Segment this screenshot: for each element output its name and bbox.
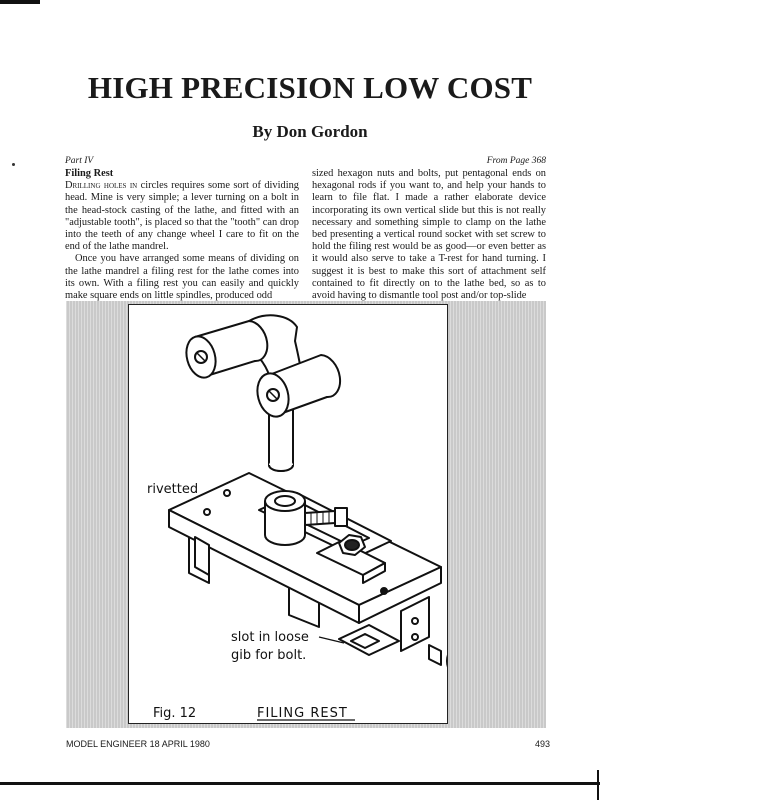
filing-rest-drawing: [129, 305, 447, 723]
bottom-rule: [0, 782, 600, 785]
section-heading: Filing Rest: [65, 168, 114, 179]
paragraph-3: sized hexagon nuts and bolts, put pentagonal ends on hexagonal rods if you want to, and help your hands to learn to file flat. I made a rather elaborate device incorporating its own vertical slide but this is not really necessary and something simple to clamp on the lathe bed presenting a vertical round socket with set screw to hold the filing rest would be as good—or even better as it would also serve to take a T-rest for hand turning. I suggest it is best to make this sort of attachment self contained to fit directly on to the lathe bed, so as to avoid having to dismantle tool post and/or top-slide: [312, 168, 546, 302]
part-label: Part IV: [65, 156, 94, 166]
paragraph-1: [65, 180, 299, 253]
footer-page-number: 493: [535, 739, 551, 749]
paragraph-2: Once you have arranged some means of dividing on the lathe mandrel a filing rest for the lathe comes into its own. With a filing rest you can easily and quickly make square ends on little spindles, produced odd: [65, 253, 299, 302]
scan-edge-mark: [0, 0, 40, 4]
label-slot-line2: gib for bolt.: [231, 648, 307, 663]
base-rail: [195, 537, 209, 575]
label-rivetted: rivetted: [147, 482, 199, 497]
text-column-right: [312, 168, 546, 302]
figure-number: Fig. 12: [153, 706, 197, 721]
figure-caption: FILING REST: [257, 706, 348, 721]
bottom-edge-tick: [597, 770, 599, 800]
footer-magazine: MODEL ENGINEER 18 APRIL 1980: [66, 739, 210, 749]
scan-dot: [12, 163, 15, 166]
text-column-left: [65, 168, 299, 302]
set-screw: [305, 511, 335, 525]
lead-in-caps: Drilling holes in: [65, 180, 138, 192]
paragraph-1-text: circles requires some sort of dividing head. Mine is very simple; a lever turning on a bolt in the head-stock casting of the lathe, and fitted with an "adjustable tooth", is placed so that the "tooth" can drop into the teeth of any change wheel I care to fit on the end of the lathe mandrel.: [65, 180, 299, 253]
figure-panel: [128, 304, 448, 724]
continued-from-label: From Page 368: [486, 156, 546, 166]
label-slot-line1: slot in loose: [231, 630, 309, 645]
article-byline: By Don Gordon: [252, 122, 368, 141]
thumb-bolt: [429, 645, 441, 665]
article-title: HIGH PRECISION LOW COST: [87, 70, 533, 105]
